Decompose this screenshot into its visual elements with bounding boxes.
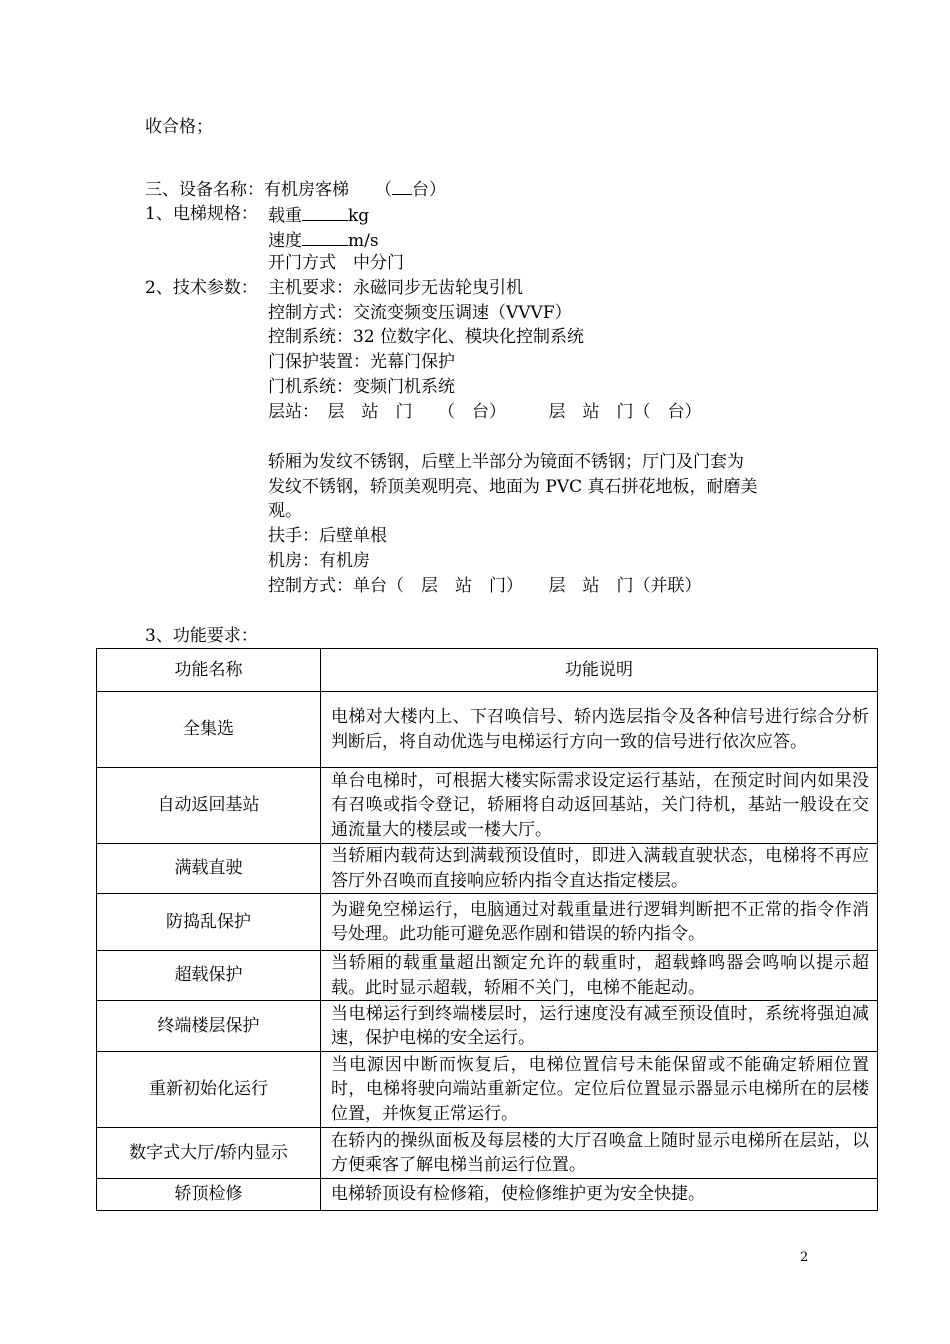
section3-heading (145, 176, 446, 202)
table-row (97, 692, 878, 768)
function-name: 重新初始化运行 (97, 1052, 321, 1128)
tech-line-2: 控制系统：32 位数字化、模块化控制系统 (268, 327, 585, 347)
tech-line-1: 控制方式：交流变频变压调速（VVVF） (268, 303, 572, 323)
control-mode-line: 控制方式：单台（ 层 站 门） 层 站 门（并联） (268, 576, 702, 596)
function-name: 满载直驶 (97, 844, 321, 894)
load-line (268, 202, 369, 228)
function-desc: 当电源因中断而恢复后，电梯位置信号未能保留或不能确定轿厢位置时，电梯将驶向端站重新定位。定位后位置显示器显示电梯所在的层楼位置，并恢复正常运行。 (321, 1052, 878, 1128)
header-function-desc: 功能说明 (321, 649, 878, 692)
table-row (97, 1052, 878, 1128)
functions-label: 3、功能要求： (145, 626, 258, 646)
function-name: 防捣乱保护 (97, 894, 321, 951)
page-number: 2 (800, 1250, 809, 1265)
top-line: 收合格； (145, 117, 213, 137)
table-row (97, 1001, 878, 1052)
handrail-line: 扶手：后壁单根 (268, 526, 387, 546)
table-row (97, 1179, 878, 1211)
function-name: 轿顶检修 (97, 1179, 321, 1211)
table-row (97, 1128, 878, 1179)
section3-title: 三、设备名称：有机房客梯 (145, 180, 349, 200)
load-label: 载重 (268, 206, 302, 226)
count-blank (392, 176, 412, 195)
tech-line-0: 主机要求：永磁同步无齿轮曳引机 (268, 278, 523, 298)
spec-label: 1、电梯规格： (145, 204, 258, 224)
function-name: 全集选 (97, 692, 321, 768)
door-line: 开门方式 中分门 (268, 253, 404, 273)
count-prefix: （ (375, 180, 392, 200)
function-desc: 单台电梯时，可根据大楼实际需求设定运行基站，在预定时间内如果没有召唤或指令登记，轿厢将自动返回基站，关门待机，基站一般设在交通流量大的楼层或一楼大厅。 (321, 768, 878, 844)
function-name: 数字式大厅/轿内显示 (97, 1128, 321, 1179)
table-row (97, 844, 878, 894)
table-row (97, 768, 878, 844)
tech-line-5: 层站： 层 站 门 （ 台） 层 站 门（ 台） (268, 402, 702, 422)
header-function-name: 功能名称 (97, 649, 321, 692)
car-desc-0: 轿厢为发纹不锈钢，后壁上半部分为镜面不锈钢；厅门及门套为 (268, 452, 744, 472)
function-desc: 在轿内的操纵面板及每层楼的大厅召唤盒上随时显示电梯所在层站，以方便乘客了解电梯当前运行位置。 (321, 1128, 878, 1179)
car-desc-1: 发纹不锈钢，轿顶美观明亮、地面为 PVC 真石拼花地板，耐磨美 (268, 477, 758, 497)
machine-room-line: 机房：有机房 (268, 551, 370, 571)
function-desc: 当轿厢的载重量超出额定允许的载重时，超载蜂鸣器会鸣响以提示超载。此时显示超载，轿厢不关门，电梯不能起动。 (321, 951, 878, 1001)
count-suffix: 台） (412, 180, 446, 200)
speed-unit: m/s (348, 231, 379, 251)
function-name: 自动返回基站 (97, 768, 321, 844)
tech-line-3: 门保护装置：光幕门保护 (268, 352, 455, 372)
function-desc: 电梯轿顶设有检修箱，使检修维护更为安全快捷。 (321, 1179, 878, 1211)
function-name: 超载保护 (97, 951, 321, 1001)
tech-line-4: 门机系统：变频门机系统 (268, 377, 455, 397)
function-desc: 当轿厢内载荷达到满载预设值时，即进入满载直驶状态，电梯将不再应答厅外召唤而直接响应轿内指令直达指定楼层。 (321, 844, 878, 894)
table-row (97, 894, 878, 951)
tech-label: 2、技术参数： (145, 278, 258, 298)
function-desc: 电梯对大楼内上、下召唤信号、轿内选层指令及各种信号进行综合分析判断后，将自动优选与电梯运行方向一致的信号进行依次应答。 (321, 692, 878, 768)
speed-blank (302, 227, 348, 246)
function-desc: 为避免空梯运行，电脑通过对载重量进行逻辑判断把不正常的指令作消号处理。此功能可避免恶作剧和错误的轿内指令。 (321, 894, 878, 951)
function-desc: 当电梯运行到终端楼层时，运行速度没有减至预设值时，系统将强迫减速，保护电梯的安全运行。 (321, 1001, 878, 1052)
speed-line (268, 227, 379, 253)
table-row (97, 951, 878, 1001)
load-blank (302, 202, 348, 221)
speed-label: 速度 (268, 231, 302, 251)
car-desc-2: 观。 (268, 501, 302, 521)
function-name: 终端楼层保护 (97, 1001, 321, 1052)
load-unit: kg (348, 206, 370, 226)
function-table (96, 648, 878, 1211)
table-header-row (97, 649, 878, 692)
